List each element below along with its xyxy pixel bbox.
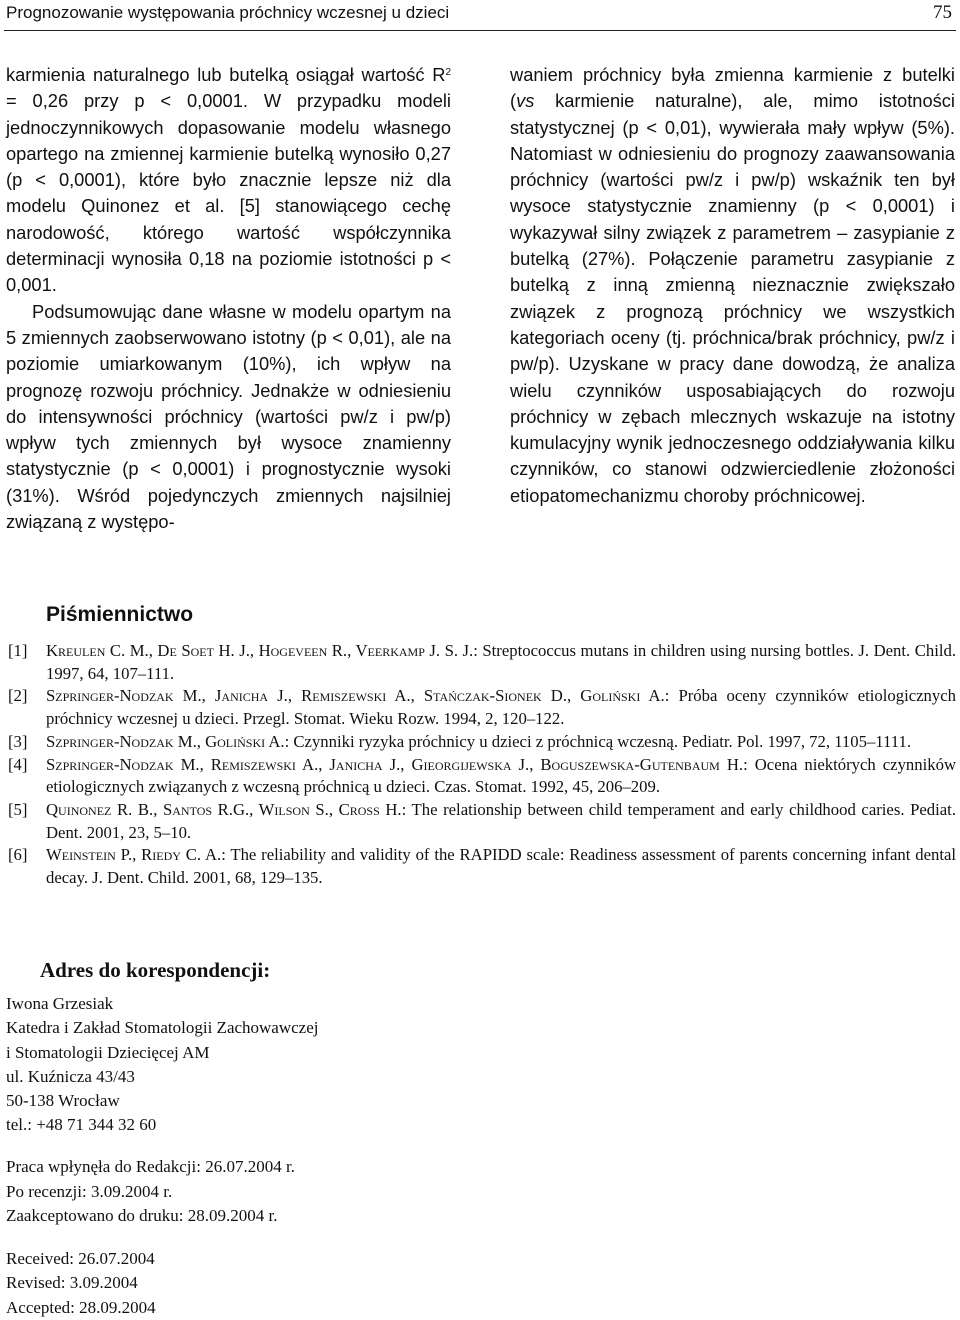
reference-item bbox=[8, 754, 956, 799]
address-line: tel.: +48 71 344 32 60 bbox=[6, 1115, 157, 1135]
reference-number: [6] bbox=[8, 845, 28, 865]
paragraph: Podsumowując dane własne w modelu opartym na 5 zmiennych zaobserwowano istotny (p < 0,01), ale na poziomie umiarkowanym (10%), ich wpływ na prognozę rozwoju próchnicy. Jednakże w odniesieniu do intensywności próchnicy (wartości pw/z i pw/p) wpływ tych zmiennych był wysoce znamienny statystycznie (p < 0,0001) i prognostycznie wysoki (31%). Wśród pojedynczych zmiennych najsilniej związaną z występo- bbox=[6, 300, 451, 533]
date-line: Po recenzji: 3.09.2004 r. bbox=[6, 1181, 173, 1201]
reference-number: [3] bbox=[8, 731, 28, 751]
address-line: Katedra i Zakład Stomatologii Zachowawczej bbox=[6, 1018, 319, 1038]
submission-dates-pl bbox=[6, 1155, 295, 1229]
address-line: ul. Kuźnicza 43/43 bbox=[6, 1066, 135, 1086]
reference-item bbox=[8, 799, 956, 844]
page-number: 75 bbox=[933, 2, 952, 23]
references-heading: Piśmiennictwo bbox=[46, 603, 194, 626]
reference-authors: Szpringer-Nodzak M., Janicha J., Remiszewski A., Stańczak-Sionek D., Goliński A. bbox=[46, 686, 665, 706]
italic-text: vs bbox=[516, 90, 535, 112]
correspondence-address bbox=[6, 992, 319, 1138]
reference-authors: Quinonez R. B., Santos R.G., Wilson S., Cross H. bbox=[46, 799, 402, 819]
running-title: Prognozowanie występowania próchnicy wczesnej u dzieci bbox=[6, 3, 450, 22]
reference-authors: Szpringer-Nodzak M., Goliński A. bbox=[46, 731, 285, 751]
reference-number: [2] bbox=[8, 686, 28, 706]
references-list bbox=[8, 640, 956, 890]
address-line: Iwona Grzesiak bbox=[6, 994, 114, 1013]
text-span: waniem próchnicy była zmienna karmienie z butelki ( bbox=[510, 64, 955, 112]
reference-text: : Próba oceny czynników etiologicznych próchnicy wczesnej u dzieci. Przegl. Stomat. Wieku Rozw. 1994, 2, 120–122. bbox=[46, 686, 956, 729]
paragraph bbox=[6, 62, 451, 299]
date-line: Revised: 3.09.2004 bbox=[6, 1273, 138, 1293]
submission-dates-en bbox=[6, 1247, 156, 1320]
reference-number: [1] bbox=[8, 641, 28, 660]
reference-item bbox=[8, 844, 956, 889]
reference-text: : Czynniki ryzyka próchnicy u dzieci z próchnicą wczesną. Pediatr. Pol. 1997, 72, 1105–1111. bbox=[284, 731, 911, 751]
reference-text: : The relationship between child temperament and early childhood caries. Pediat. Dent. 2001, 23, 5–10. bbox=[46, 799, 956, 842]
reference-text: : The reliability and validity of the RAPIDD scale: Readiness assessment of parents concerning infant dental decay. J. Dent. Child. 2001, 68, 129–135. bbox=[46, 845, 956, 888]
superscript: 2 bbox=[445, 67, 451, 78]
date-line: Praca wpłynęła do Redakcji: 26.07.2004 r. bbox=[6, 1157, 295, 1176]
address-line: 50-138 Wrocław bbox=[6, 1091, 120, 1111]
text-span: = 0,26 przy p < 0,0001. W przypadku modeli jednoczynnikowych dopasowanie modelu własnego opartego na zmiennej karmienie butelką wynosiło 0,27 (p < 0,0001), które było znacznie lepsze niż dla modelu Quinonez et al. [5] stanowiącego cechę narodowość, którego wartość współczynnika determinacji wynosiła 0,18 na poziomie istotności p < 0,001. bbox=[6, 90, 451, 296]
running-head bbox=[6, 0, 954, 28]
reference-number: [4] bbox=[8, 754, 28, 774]
date-line: Received: 26.07.2004 bbox=[6, 1249, 155, 1268]
paragraph bbox=[510, 62, 955, 509]
reference-item bbox=[8, 685, 956, 730]
body-left-column bbox=[6, 62, 451, 535]
correspondence-heading: Adres do korespondencji: bbox=[40, 958, 271, 982]
reference-item bbox=[8, 640, 956, 685]
header-rule bbox=[4, 30, 956, 31]
reference-text: : Streptococcus mutans in children using nursing bottles. J. Dent. Child. 1997, 64, 107–111. bbox=[46, 641, 956, 683]
reference-text: : Ocena niektórych czynników etiologicznych związanych z wczesną próchnicą u dzieci. Czas. Stomat. 1992, 45, 206–209. bbox=[46, 754, 956, 797]
date-line: Accepted: 28.09.2004 bbox=[6, 1297, 156, 1317]
text-span: karmienia naturalnego lub butelką osiągał wartość R bbox=[6, 64, 446, 85]
reference-authors: Kreulen C. M., De Soet H. J., Hogeveen R., Veerkamp J. S. J. bbox=[46, 641, 474, 660]
reference-authors: Weinstein P., Riedy C. A. bbox=[46, 845, 222, 865]
reference-authors: Szpringer-Nodzak M., Remiszewski A., Janicha J., Gieorgijewska J., Boguszewska-Gutenbaum H. bbox=[46, 754, 744, 774]
reference-number: [5] bbox=[8, 799, 28, 819]
date-line: Zaakceptowano do druku: 28.09.2004 r. bbox=[6, 1206, 278, 1226]
body-right-column bbox=[510, 62, 955, 509]
text-span: karmienie naturalne), ale, mimo istotności statystycznej (p < 0,01), wywierała mały wpływ (5%). Natomiast w odniesieniu do prognozy zaawansowania próchnicy (wartości pw/z i pw/p) wskaźnik ten był wysoce statystycznie znamienny (p < 0,0001) i wykazywał silny związek z parametrem – zasypianie z butelką (27%). Połączenie parametru zasypianie z butelką z inną zmienną nieznacznie zwiększało związek z prognozą próchnicy we wszystkich kategoriach oceny (tj. próchnica/brak próchnicy, pw/z i pw/p). Uzyskane w pracy dane dowodzą, że analiza wielu czynników usposabiających do rozwoju próchnicy w zębach mlecznych wskazuje na istotny kumulacyjny wynik jednoczesnego oddziaływania kilku czynników, co stanowi odzwierciedlenie złożoności etiopatomechanizmu choroby próchnicowej. bbox=[510, 90, 955, 506]
address-line: i Stomatologii Dziecięcej AM bbox=[6, 1042, 210, 1062]
reference-item bbox=[8, 731, 956, 754]
